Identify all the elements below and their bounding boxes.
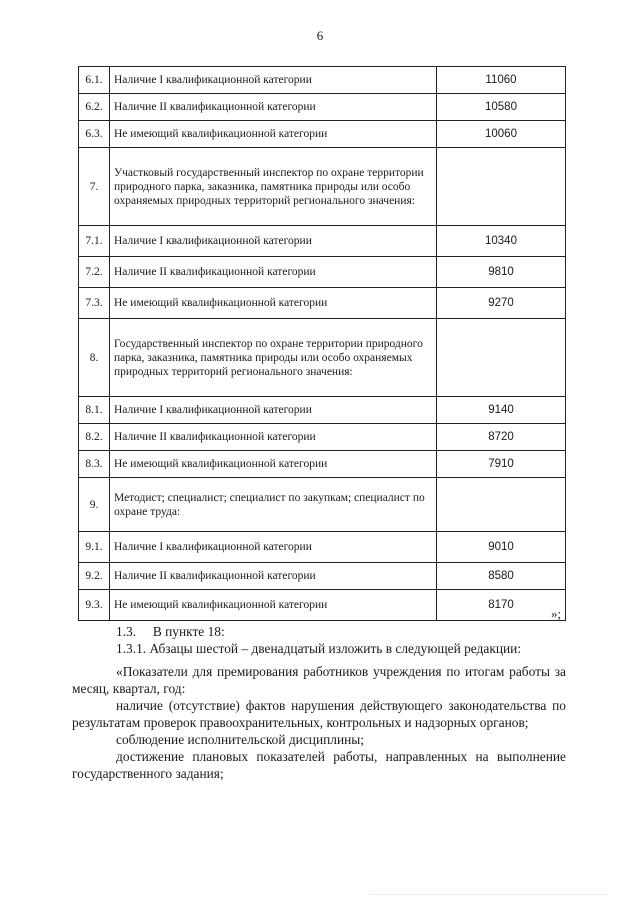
salary-value: 10060 (437, 121, 566, 148)
position-name: Наличие I квалификационной категории (110, 532, 437, 563)
table-row (79, 257, 566, 288)
position-name: Методист; специалист; специалист по закупкам; специалист по охране труда: (110, 478, 437, 532)
table-row (79, 67, 566, 94)
salary-table-body (79, 67, 566, 621)
position-name: Наличие II квалификационной категории (110, 257, 437, 288)
salary-value: 8720 (437, 424, 566, 451)
table-row (79, 319, 566, 397)
table-row (79, 478, 566, 532)
table-row (79, 532, 566, 563)
row-number: 8.3. (79, 451, 110, 478)
table-row (79, 148, 566, 226)
salary-value: 11060 (437, 67, 566, 94)
table-closing-quote: »; (551, 606, 562, 621)
table-row (79, 563, 566, 590)
paragraph-violations: наличие (отсутствие) фактов нарушения действующего законодательства по результатам проверок правоохранительных, контрольных и надзорных органов; (72, 698, 566, 730)
table-row (79, 424, 566, 451)
table-row (79, 451, 566, 478)
salary-value: 10580 (437, 94, 566, 121)
position-name: Не имеющий квалификационной категории (110, 590, 437, 621)
row-number: 9.2. (79, 563, 110, 590)
page-number: 6 (316, 28, 324, 43)
position-name: Участковый государственный инспектор по охране территории природного парка, заказника, памятника природы или особо охраняемых природных территорий регионального значения: (110, 148, 437, 226)
salary-value (437, 478, 566, 532)
row-number: 6.2. (79, 94, 110, 121)
position-name: Наличие I квалификационной категории (110, 226, 437, 257)
paragraph-item-1-3-1: 1.3.1. Абзацы шестой – двенадцатый изложить в следующей редакции: (116, 641, 522, 656)
table-row (79, 590, 566, 621)
paragraph-discipline: соблюдение исполнительской дисциплины; (116, 732, 365, 747)
row-number: 7.3. (79, 288, 110, 319)
salary-value: 8580 (437, 563, 566, 590)
row-number: 7.1. (79, 226, 110, 257)
row-number: 8. (79, 319, 110, 397)
row-number: 9.3. (79, 590, 110, 621)
scan-artifact (370, 894, 610, 899)
salary-value: 7910 (437, 451, 566, 478)
position-name: Наличие II квалификационной категории (110, 94, 437, 121)
table-row (79, 397, 566, 424)
table-row (79, 226, 566, 257)
body-paragraphs (72, 623, 566, 782)
salary-value: 9140 (437, 397, 566, 424)
position-name: Наличие I квалификационной категории (110, 67, 437, 94)
table-row (79, 288, 566, 319)
paragraph-item-1-3: 1.3. В пункте 18: (116, 624, 225, 639)
salary-value: 9010 (437, 532, 566, 563)
row-number: 7. (79, 148, 110, 226)
position-name: Наличие I квалификационной категории (110, 397, 437, 424)
salary-value (437, 148, 566, 226)
salary-value: 8170 (437, 590, 566, 621)
salary-value: 9810 (437, 257, 566, 288)
salary-value: 10340 (437, 226, 566, 257)
position-name: Наличие II квалификационной категории (110, 563, 437, 590)
position-name: Не имеющий квалификационной категории (110, 451, 437, 478)
table-row (79, 94, 566, 121)
salary-table (78, 66, 566, 621)
row-number: 6.1. (79, 67, 110, 94)
paragraph-plan-targets: достижение плановых показателей работы, направленных на выполнение государственного задания; (72, 749, 566, 781)
row-number: 6.3. (79, 121, 110, 148)
position-name: Наличие II квалификационной категории (110, 424, 437, 451)
salary-value (437, 319, 566, 397)
position-name: Государственный инспектор по охране территории природного парка, заказника, памятника природы или особо охраняемых природных территорий регионального значения: (110, 319, 437, 397)
row-number: 7.2. (79, 257, 110, 288)
row-number: 8.2. (79, 424, 110, 451)
row-number: 8.1. (79, 397, 110, 424)
position-name: Не имеющий квалификационной категории (110, 288, 437, 319)
row-number: 9.1. (79, 532, 110, 563)
table-row (79, 121, 566, 148)
row-number: 9. (79, 478, 110, 532)
salary-value: 9270 (437, 288, 566, 319)
position-name: Не имеющий квалификационной категории (110, 121, 437, 148)
paragraph-bonus-indicators: «Показатели для премирования работников учреждения по итогам работы за месяц, квартал, год: (72, 664, 566, 696)
